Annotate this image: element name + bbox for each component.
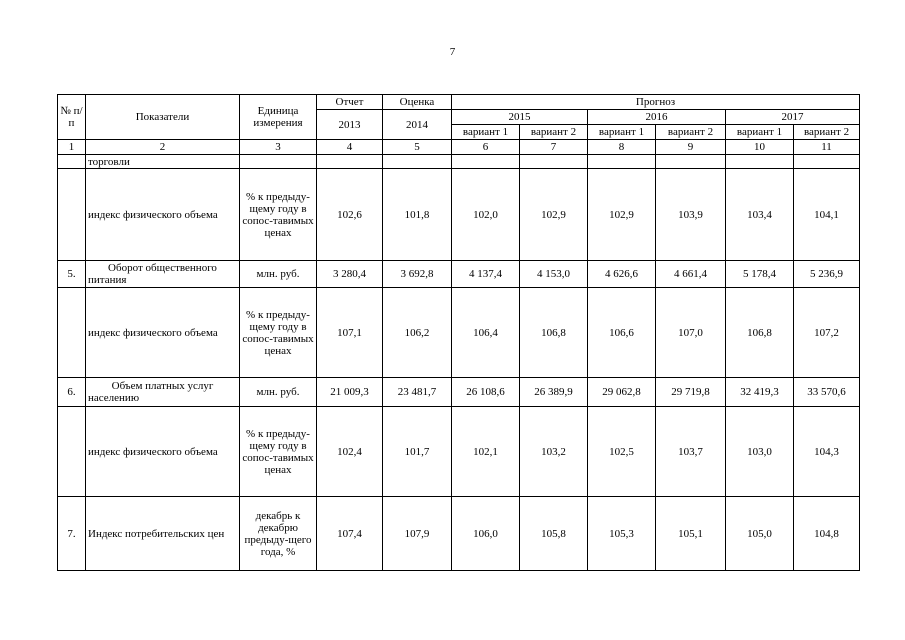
forecast-table	[57, 94, 860, 571]
table-row	[58, 378, 860, 407]
row-indicator: Объем платных услуг населению	[86, 378, 240, 407]
row-indicator: индекс физического объема	[86, 169, 240, 261]
row-unit: % к предыду-щему году в сопос-тавимых ценах	[240, 407, 317, 497]
row-number: 7.	[58, 497, 86, 571]
column-index: 2	[86, 140, 240, 155]
row-value: 102,4	[317, 407, 383, 497]
row-value: 105,3	[588, 497, 656, 571]
header-year-2013: 2013	[317, 110, 383, 140]
header-year-2016: 2016	[588, 110, 726, 125]
row-number	[58, 155, 86, 169]
row-number: 6.	[58, 378, 86, 407]
row-value: 102,9	[520, 169, 588, 261]
row-value: 106,4	[452, 288, 520, 378]
column-index: 8	[588, 140, 656, 155]
row-indicator: Индекс потребительских цен	[86, 497, 240, 571]
table-row	[58, 169, 860, 261]
header-unit: Единица измерения	[240, 95, 317, 140]
header-variant: вариант 2	[656, 125, 726, 140]
row-value: 107,0	[656, 288, 726, 378]
header-year-2017: 2017	[726, 110, 860, 125]
row-value: 104,3	[794, 407, 860, 497]
column-index-row	[58, 140, 860, 155]
column-index: 6	[452, 140, 520, 155]
row-indicator: Оборот общественного питания	[86, 261, 240, 288]
row-value: 104,8	[794, 497, 860, 571]
row-value: 105,0	[726, 497, 794, 571]
column-index: 7	[520, 140, 588, 155]
row-value	[588, 155, 656, 169]
column-index: 3	[240, 140, 317, 155]
column-index: 11	[794, 140, 860, 155]
row-unit: млн. руб.	[240, 261, 317, 288]
header-variant: вариант 2	[520, 125, 588, 140]
row-value: 26 389,9	[520, 378, 588, 407]
header-row-1	[58, 95, 860, 110]
row-value: 3 692,8	[383, 261, 452, 288]
header-forecast: Прогноз	[452, 95, 860, 110]
row-value: 103,4	[726, 169, 794, 261]
row-value: 104,1	[794, 169, 860, 261]
table-row	[58, 261, 860, 288]
table-row	[58, 407, 860, 497]
header-year-2014: 2014	[383, 110, 452, 140]
row-value: 5 236,9	[794, 261, 860, 288]
row-value	[794, 155, 860, 169]
header-variant: вариант 1	[726, 125, 794, 140]
row-unit	[240, 155, 317, 169]
row-value: 5 178,4	[726, 261, 794, 288]
row-value	[726, 155, 794, 169]
row-value: 107,2	[794, 288, 860, 378]
row-value: 26 108,6	[452, 378, 520, 407]
row-value: 106,6	[588, 288, 656, 378]
row-value: 106,8	[726, 288, 794, 378]
table-row	[58, 288, 860, 378]
header-variant: вариант 1	[588, 125, 656, 140]
row-value: 107,4	[317, 497, 383, 571]
row-value: 29 719,8	[656, 378, 726, 407]
row-value: 102,6	[317, 169, 383, 261]
row-unit: млн. руб.	[240, 378, 317, 407]
row-value	[520, 155, 588, 169]
row-number	[58, 407, 86, 497]
column-index: 5	[383, 140, 452, 155]
row-value: 23 481,7	[383, 378, 452, 407]
row-value: 4 137,4	[452, 261, 520, 288]
row-value: 102,5	[588, 407, 656, 497]
row-unit: декабрь к декабрю предыду-щего года, %	[240, 497, 317, 571]
table-row	[58, 497, 860, 571]
row-value: 107,1	[317, 288, 383, 378]
header-estimate: Оценка	[383, 95, 452, 110]
row-value: 29 062,8	[588, 378, 656, 407]
row-value: 33 570,6	[794, 378, 860, 407]
row-number	[58, 169, 86, 261]
column-index: 1	[58, 140, 86, 155]
header-indicator: Показатели	[86, 95, 240, 140]
header-report: Отчет	[317, 95, 383, 110]
column-index: 9	[656, 140, 726, 155]
column-index: 10	[726, 140, 794, 155]
row-indicator: торговли	[86, 155, 240, 169]
row-value: 102,0	[452, 169, 520, 261]
row-indicator: индекс физического объема	[86, 288, 240, 378]
row-value	[452, 155, 520, 169]
page-number: 7	[449, 46, 456, 58]
row-number: 5.	[58, 261, 86, 288]
row-value: 105,1	[656, 497, 726, 571]
row-value: 106,8	[520, 288, 588, 378]
row-value: 32 419,3	[726, 378, 794, 407]
row-value	[317, 155, 383, 169]
row-value: 101,7	[383, 407, 452, 497]
row-value: 3 280,4	[317, 261, 383, 288]
row-value: 103,2	[520, 407, 588, 497]
column-index: 4	[317, 140, 383, 155]
row-value: 102,9	[588, 169, 656, 261]
row-value: 4 661,4	[656, 261, 726, 288]
header-variant: вариант 1	[452, 125, 520, 140]
row-value: 4 153,0	[520, 261, 588, 288]
row-value: 21 009,3	[317, 378, 383, 407]
row-value: 4 626,6	[588, 261, 656, 288]
row-value: 102,1	[452, 407, 520, 497]
row-value: 103,0	[726, 407, 794, 497]
row-value: 103,9	[656, 169, 726, 261]
header-year-2015: 2015	[452, 110, 588, 125]
row-unit: % к предыду-щему году в сопос-тавимых ценах	[240, 288, 317, 378]
row-value: 106,2	[383, 288, 452, 378]
row-indicator: индекс физического объема	[86, 407, 240, 497]
header-col-num: № п/п	[58, 95, 86, 140]
row-value: 107,9	[383, 497, 452, 571]
row-value	[656, 155, 726, 169]
table-row	[58, 155, 860, 169]
header-variant: вариант 2	[794, 125, 860, 140]
row-value	[383, 155, 452, 169]
row-number	[58, 288, 86, 378]
row-value: 105,8	[520, 497, 588, 571]
row-unit: % к предыду-щему году в сопос-тавимых ценах	[240, 169, 317, 261]
row-value: 106,0	[452, 497, 520, 571]
row-value: 101,8	[383, 169, 452, 261]
row-value: 103,7	[656, 407, 726, 497]
